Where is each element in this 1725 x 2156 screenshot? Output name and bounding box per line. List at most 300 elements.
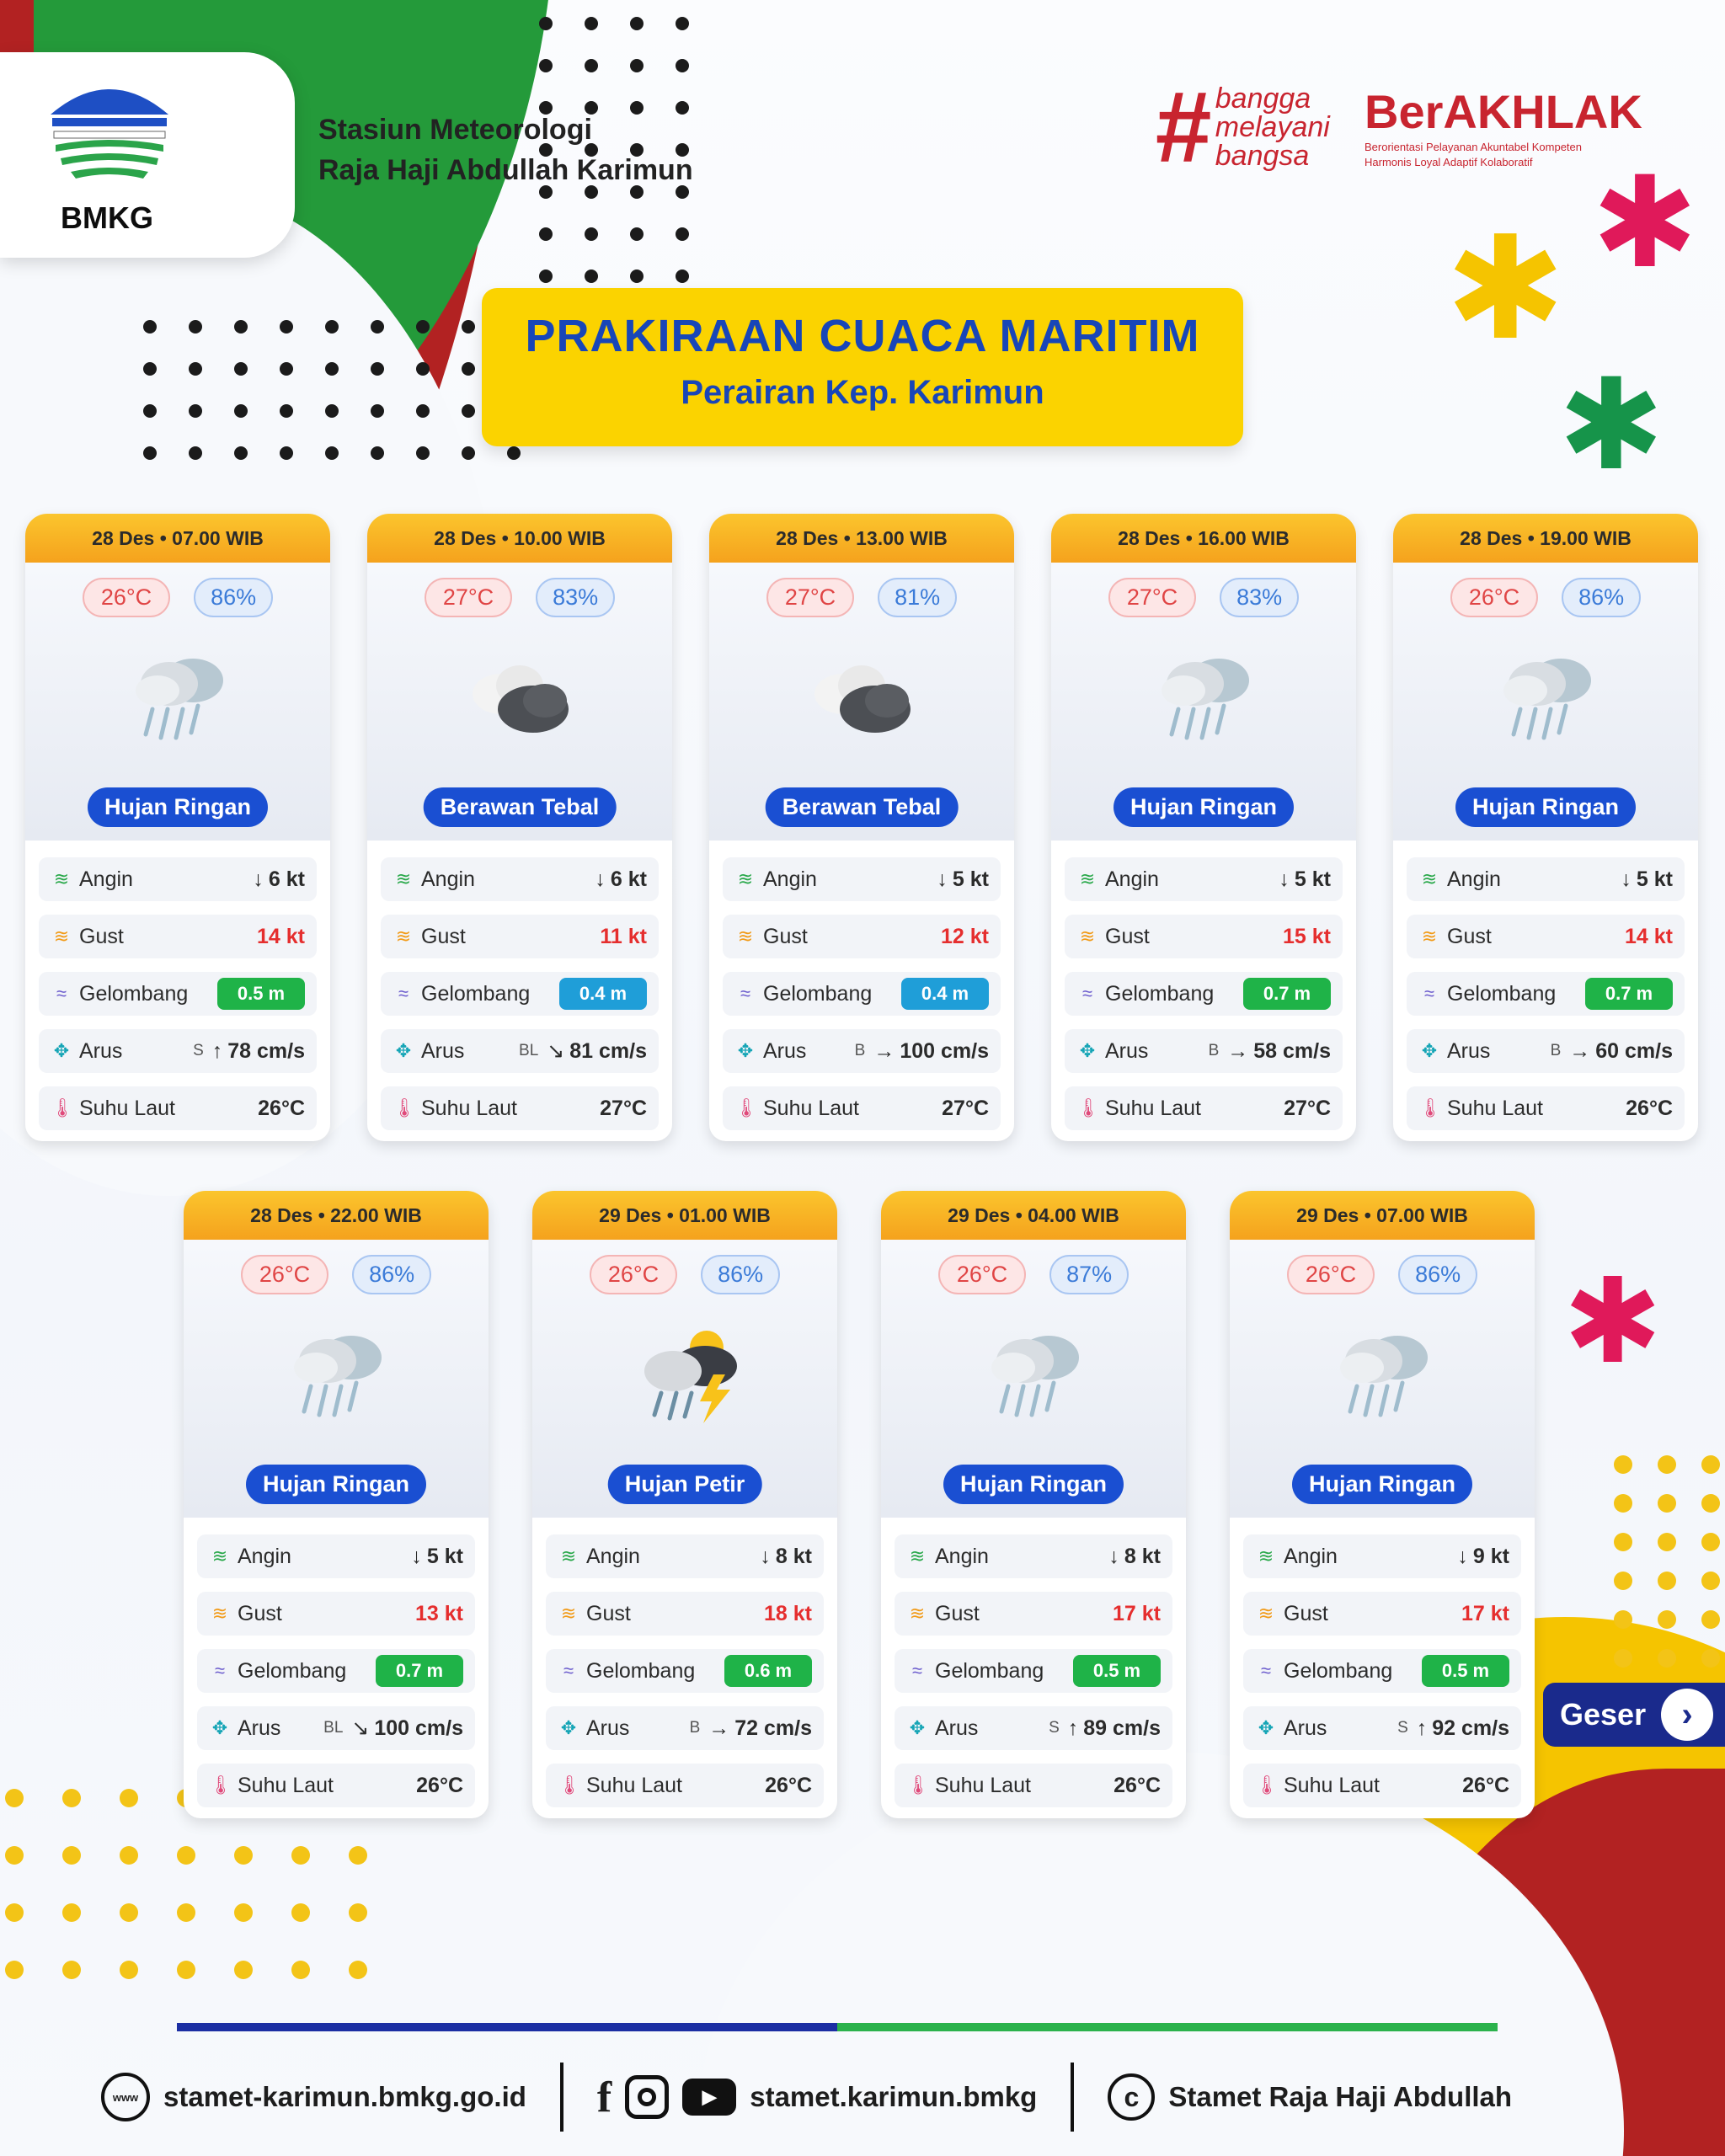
decor-asterisk-pink-2: ✱ <box>1563 1253 1663 1390</box>
decor-dot <box>539 270 553 283</box>
sea-temp-row <box>546 1764 824 1807</box>
wave-icon: ≈ <box>1260 1660 1272 1681</box>
wave-value: 0.5 m <box>1073 1655 1161 1687</box>
decor-dot <box>62 1789 81 1807</box>
decor-dot <box>676 270 689 283</box>
bmkg-logo-panel <box>0 52 295 258</box>
current-label: Arus <box>935 1716 979 1740</box>
current-icon: ✥ <box>1079 1040 1096 1061</box>
wind-row <box>546 1534 824 1578</box>
decor-dot <box>5 1903 24 1922</box>
current-row <box>895 1706 1172 1750</box>
footer-divider <box>177 2023 1498 2031</box>
sea-temp-label: Suhu Laut <box>1105 1096 1201 1120</box>
card-time: 29 Des • 07.00 WIB <box>1230 1191 1535 1240</box>
sea-temp-value: 26°C <box>1462 1773 1509 1797</box>
card-summary <box>1051 563 1356 841</box>
hashtag-icon: # <box>1154 71 1210 184</box>
card-summary <box>532 1240 837 1518</box>
footer <box>101 2055 1634 2139</box>
youtube-icon[interactable]: ▶ <box>682 2079 736 2116</box>
decor-asterisk-green: ✱ <box>1558 352 1664 499</box>
condition-badge: Hujan Ringan <box>246 1465 426 1504</box>
forecast-card <box>1230 1191 1535 1818</box>
decor-dot <box>676 59 689 72</box>
wind-label: Angin <box>935 1544 989 1568</box>
gust-icon: ≋ <box>53 926 70 947</box>
wave-value: 0.5 m <box>1422 1655 1509 1687</box>
thermometer-icon: 🌡 <box>209 1774 232 1796</box>
decor-dot <box>189 446 202 460</box>
sea-temp-label: Suhu Laut <box>79 1096 175 1120</box>
cloud-icon <box>803 647 921 748</box>
wind-icon: ≋ <box>211 1545 228 1566</box>
gust-row <box>895 1592 1172 1636</box>
current-label: Arus <box>1447 1038 1491 1063</box>
decor-dot <box>177 1846 195 1865</box>
decor-dot <box>1614 1494 1632 1513</box>
wind-row <box>381 857 659 901</box>
wind-row <box>1065 857 1343 901</box>
wind-icon: ≋ <box>1421 868 1438 889</box>
decor-dot <box>280 404 293 418</box>
wave-row <box>1243 1649 1521 1693</box>
wave-value: 0.4 m <box>901 978 989 1010</box>
decor-dot <box>1658 1455 1676 1474</box>
current-label: Arus <box>763 1038 807 1063</box>
decor-dot <box>177 1903 195 1922</box>
decor-dot <box>177 1961 195 1979</box>
forecast-card <box>1051 514 1356 1141</box>
decor-dot <box>234 1961 253 1979</box>
decor-dot <box>325 320 339 334</box>
wind-icon: ≋ <box>560 1545 577 1566</box>
sea-temp-label: Suhu Laut <box>1284 1773 1380 1797</box>
thermometer-icon: 🌡 <box>734 1097 758 1118</box>
condition-badge: Hujan Ringan <box>88 787 268 827</box>
current-direction: B <box>854 1042 866 1059</box>
sea-temp-value: 27°C <box>942 1096 989 1120</box>
sea-temp-row <box>895 1764 1172 1807</box>
gust-icon: ≋ <box>737 926 754 947</box>
wind-value: 6 kt <box>610 867 647 891</box>
decor-dot <box>1701 1533 1720 1551</box>
decor-dot <box>1614 1455 1632 1474</box>
current-arrow-icon: ↑ <box>1416 1716 1428 1740</box>
wave-value: 0.7 m <box>376 1655 463 1687</box>
forecast-card <box>367 514 672 1141</box>
decor-yellow-dots-right <box>1614 1455 1720 1668</box>
humidity-badge: 87% <box>1049 1255 1129 1294</box>
decor-dot <box>416 320 430 334</box>
decor-dot <box>143 446 157 460</box>
gust-label: Gust <box>1447 924 1492 948</box>
wave-row <box>1407 972 1685 1016</box>
decor-dot <box>630 227 644 241</box>
rain-icon <box>1323 1324 1441 1425</box>
rain-icon <box>277 1324 395 1425</box>
decor-dot <box>5 1846 24 1865</box>
decor-dot <box>630 17 644 30</box>
gust-label: Gust <box>79 924 124 948</box>
current-value: 72 cm/s <box>734 1716 812 1740</box>
sea-temp-value: 26°C <box>416 1773 463 1797</box>
wind-row <box>895 1534 1172 1578</box>
card-summary <box>881 1240 1186 1518</box>
gust-icon: ≋ <box>560 1603 577 1624</box>
decor-dot <box>234 446 248 460</box>
current-row <box>1243 1706 1521 1750</box>
thermometer-icon: 🌡 <box>51 1097 74 1118</box>
card-time: 28 Des • 22.00 WIB <box>184 1191 489 1240</box>
website-link[interactable]: stamet-karimun.bmkg.go.id <box>163 2081 526 2112</box>
wave-label: Gelombang <box>421 981 531 1006</box>
wind-icon: ≋ <box>1079 868 1096 889</box>
decor-dot <box>1658 1572 1676 1590</box>
decor-asterisk-yellow: ✱ <box>1445 205 1566 372</box>
wave-value: 0.6 m <box>724 1655 812 1687</box>
card-time: 28 Des • 13.00 WIB <box>709 514 1014 563</box>
wave-row <box>895 1649 1172 1693</box>
wind-row <box>197 1534 475 1578</box>
wind-icon: ≋ <box>1258 1545 1274 1566</box>
humidity-badge: 81% <box>878 578 957 617</box>
wave-label: Gelombang <box>935 1658 1044 1683</box>
rain-icon <box>975 1324 1092 1425</box>
decor-dot <box>1701 1610 1720 1629</box>
forecast-card <box>1393 514 1698 1141</box>
thermometer-icon: 🌡 <box>558 1774 581 1796</box>
sea-temp-label: Suhu Laut <box>238 1773 334 1797</box>
wave-icon: ≈ <box>911 1660 923 1681</box>
sea-temp-value: 26°C <box>1626 1096 1673 1120</box>
thermometer-icon: 🌡 <box>1418 1097 1442 1118</box>
current-row <box>723 1029 1001 1073</box>
station-line-1: Stasiun Meteorologi <box>318 114 592 146</box>
wave-label: Gelombang <box>1447 981 1557 1006</box>
decor-dot <box>630 59 644 72</box>
gust-label: Gust <box>1105 924 1150 948</box>
current-direction: B <box>1208 1042 1220 1059</box>
decor-black-dots-2 <box>143 320 521 460</box>
wave-label: Gelombang <box>238 1658 347 1683</box>
wave-label: Gelombang <box>586 1658 696 1683</box>
decor-dot <box>507 446 521 460</box>
gust-label: Gust <box>763 924 808 948</box>
instagram-icon[interactable] <box>625 2075 669 2119</box>
decor-dot <box>120 1961 138 1979</box>
decor-dot <box>325 404 339 418</box>
current-arrow-icon: → <box>873 1038 895 1063</box>
wind-value: 5 kt <box>952 867 989 891</box>
brand1-line-3: bangsa <box>1215 140 1310 172</box>
geser-button[interactable] <box>1543 1683 1725 1747</box>
decor-dot <box>325 362 339 376</box>
condition-badge: Hujan Ringan <box>943 1465 1124 1504</box>
current-label: Arus <box>586 1716 630 1740</box>
current-icon: ✥ <box>1258 1717 1274 1738</box>
decor-dot <box>462 320 475 334</box>
forecast-card <box>709 514 1014 1141</box>
wind-icon: ≋ <box>53 868 70 889</box>
decor-dot <box>676 17 689 30</box>
sea-temp-value: 27°C <box>600 1096 647 1120</box>
wind-label: Angin <box>586 1544 640 1568</box>
station-line-2: Raja Haji Abdullah Karimun <box>318 154 693 186</box>
card-time: 28 Des • 19.00 WIB <box>1393 514 1698 563</box>
current-value: 100 cm/s <box>900 1038 989 1063</box>
card-summary <box>709 563 1014 841</box>
decor-dot <box>1658 1610 1676 1629</box>
decor-dot <box>349 1961 367 1979</box>
footer-separator-2 <box>1071 2063 1074 2132</box>
current-row <box>1065 1029 1343 1073</box>
page-title: PRAKIRAAN CUACA MARITIM <box>525 311 1200 361</box>
decor-dot <box>371 404 384 418</box>
wind-value: 5 kt <box>1294 867 1331 891</box>
sea-temp-label: Suhu Laut <box>763 1096 859 1120</box>
wind-row <box>723 857 1001 901</box>
current-arrow-icon: → <box>1227 1038 1249 1063</box>
sea-temp-value: 26°C <box>765 1773 812 1797</box>
decor-dot <box>280 362 293 376</box>
wave-icon: ≈ <box>1423 983 1435 1004</box>
wind-value: 6 kt <box>268 867 305 891</box>
gust-label: Gust <box>1284 1601 1328 1625</box>
gust-icon: ≋ <box>1079 926 1096 947</box>
decor-dot <box>349 1846 367 1865</box>
current-direction: B <box>689 1719 701 1737</box>
copyright-icon: c <box>1108 2073 1155 2121</box>
humidity-badge: 86% <box>352 1255 431 1294</box>
gust-row <box>1065 915 1343 958</box>
forecast-card <box>184 1191 489 1818</box>
gust-value: 12 kt <box>941 924 989 948</box>
forecast-card <box>881 1191 1186 1818</box>
decor-dot <box>1701 1494 1720 1513</box>
decor-dot <box>5 1789 24 1807</box>
current-value: 92 cm/s <box>1432 1716 1509 1740</box>
current-direction: BL <box>323 1719 344 1737</box>
wave-icon: ≈ <box>740 983 751 1004</box>
current-icon: ✥ <box>395 1040 412 1061</box>
sea-temp-label: Suhu Laut <box>1447 1096 1543 1120</box>
arrow-down-icon: ↓ <box>760 1544 771 1568</box>
current-row <box>1407 1029 1685 1073</box>
arrow-down-icon: ↓ <box>595 867 606 891</box>
social-handle[interactable]: stamet.karimun.bmkg <box>750 2081 1038 2112</box>
card-summary <box>1230 1240 1535 1518</box>
sea-temp-value: 26°C <box>1114 1773 1161 1797</box>
current-direction: S <box>1397 1719 1408 1737</box>
decor-dot <box>585 270 598 283</box>
humidity-badge: 86% <box>1562 578 1641 617</box>
berakhlak-subtitle-1: Berorientasi Pelayanan Akuntabel Kompeten <box>1365 141 1583 153</box>
current-row <box>39 1029 317 1073</box>
current-icon: ✥ <box>737 1040 754 1061</box>
current-icon: ✥ <box>560 1717 577 1738</box>
decor-dot <box>585 17 598 30</box>
humidity-badge: 86% <box>194 578 273 617</box>
wave-label: Gelombang <box>763 981 873 1006</box>
wave-icon: ≈ <box>214 1660 226 1681</box>
current-value: 89 cm/s <box>1083 1716 1161 1740</box>
wave-icon: ≈ <box>56 983 67 1004</box>
sea-temp-row <box>197 1764 475 1807</box>
current-direction: B <box>1550 1042 1562 1059</box>
wave-icon: ≈ <box>398 983 409 1004</box>
current-row <box>381 1029 659 1073</box>
temperature-badge: 26°C <box>590 1255 677 1294</box>
decor-dot <box>416 446 430 460</box>
gust-value: 14 kt <box>257 924 305 948</box>
card-summary <box>1393 563 1698 841</box>
card-time: 28 Des • 10.00 WIB <box>367 514 672 563</box>
berakhlak-logo <box>1365 84 1642 169</box>
decor-dot <box>62 1961 81 1979</box>
sea-temp-value: 27°C <box>1284 1096 1331 1120</box>
humidity-badge: 86% <box>701 1255 780 1294</box>
decor-dot <box>539 227 553 241</box>
decor-dot <box>1701 1649 1720 1668</box>
arrow-down-icon: ↓ <box>1108 1544 1119 1568</box>
temperature-badge: 26°C <box>1450 578 1538 617</box>
decor-dot <box>189 404 202 418</box>
footer-separator <box>560 2063 563 2132</box>
decor-dot <box>462 404 475 418</box>
decor-dot <box>1658 1494 1676 1513</box>
chevron-right-icon[interactable]: › <box>1661 1689 1713 1741</box>
wind-label: Angin <box>763 867 817 891</box>
gust-row <box>39 915 317 958</box>
decor-dot <box>1658 1649 1676 1668</box>
decor-dot <box>1614 1649 1632 1668</box>
decor-dot <box>62 1846 81 1865</box>
thunder-icon <box>626 1324 744 1425</box>
gust-label: Gust <box>935 1601 980 1625</box>
current-icon: ✥ <box>1421 1040 1438 1061</box>
sea-temp-row <box>1065 1086 1343 1130</box>
gust-icon: ≋ <box>1258 1603 1274 1624</box>
decor-dot <box>234 1903 253 1922</box>
arrow-down-icon: ↓ <box>937 867 948 891</box>
brand1-line-2: melayani <box>1215 111 1330 143</box>
current-icon: ✥ <box>909 1717 926 1738</box>
decor-dot <box>585 227 598 241</box>
wind-value: 8 kt <box>775 1544 812 1568</box>
decor-dot <box>1658 1533 1676 1551</box>
sea-temp-row <box>381 1086 659 1130</box>
globe-icon: www <box>101 2073 150 2121</box>
rain-icon <box>1145 647 1263 748</box>
gust-row <box>1243 1592 1521 1636</box>
condition-badge: Hujan Petir <box>608 1465 762 1504</box>
sea-temp-value: 26°C <box>258 1096 305 1120</box>
condition-badge: Hujan Ringan <box>1114 787 1294 827</box>
arrow-down-icon: ↓ <box>1621 867 1632 891</box>
card-summary <box>184 1240 489 1518</box>
wind-value: 5 kt <box>1636 867 1673 891</box>
wind-value: 8 kt <box>1124 1544 1161 1568</box>
decor-dot <box>630 270 644 283</box>
page-subtitle: Perairan Kep. Karimun <box>681 374 1044 411</box>
gust-row <box>1407 915 1685 958</box>
gust-value: 14 kt <box>1625 924 1673 948</box>
current-icon: ✥ <box>53 1040 70 1061</box>
wind-row <box>1243 1534 1521 1578</box>
temperature-badge: 26°C <box>1287 1255 1375 1294</box>
decor-dot <box>234 1846 253 1865</box>
current-label: Arus <box>238 1716 281 1740</box>
decor-dot <box>291 1961 310 1979</box>
card-time: 29 Des • 04.00 WIB <box>881 1191 1186 1240</box>
current-icon: ✥ <box>211 1717 228 1738</box>
gust-value: 17 kt <box>1461 1601 1509 1625</box>
wave-value: 0.4 m <box>559 978 647 1010</box>
wave-row <box>197 1649 475 1693</box>
wave-value: 0.7 m <box>1243 978 1331 1010</box>
facebook-icon[interactable]: f <box>596 2073 612 2121</box>
forecast-card <box>532 1191 837 1818</box>
geser-label: Geser <box>1560 1697 1647 1732</box>
decor-dot <box>1614 1610 1632 1629</box>
thermometer-icon: 🌡 <box>393 1097 416 1118</box>
temperature-badge: 26°C <box>83 578 170 617</box>
decor-dot <box>539 17 553 30</box>
thermometer-icon: 🌡 <box>906 1774 930 1796</box>
temperature-badge: 27°C <box>425 578 512 617</box>
gust-row <box>381 915 659 958</box>
current-arrow-icon: → <box>1569 1038 1591 1063</box>
current-arrow-icon: ↘ <box>547 1039 565 1063</box>
current-label: Arus <box>1284 1716 1327 1740</box>
decor-dot <box>189 320 202 334</box>
gust-icon: ≋ <box>211 1603 228 1624</box>
arrow-down-icon: ↓ <box>411 1544 422 1568</box>
condition-badge: Hujan Ringan <box>1292 1465 1472 1504</box>
wind-row <box>39 857 317 901</box>
wind-icon: ≋ <box>909 1545 926 1566</box>
arrow-down-icon: ↓ <box>253 867 264 891</box>
rain-icon <box>119 647 237 748</box>
title-banner <box>482 288 1243 446</box>
thermometer-icon: 🌡 <box>1255 1774 1279 1796</box>
humidity-badge: 86% <box>1398 1255 1477 1294</box>
decor-dot <box>234 320 248 334</box>
arrow-down-icon: ↓ <box>1457 1544 1468 1568</box>
decor-dot <box>234 362 248 376</box>
decor-dot <box>143 320 157 334</box>
current-arrow-icon: ↘ <box>351 1716 370 1740</box>
decor-dot <box>416 404 430 418</box>
decor-dot <box>189 362 202 376</box>
wind-label: Angin <box>1105 867 1159 891</box>
current-arrow-icon: → <box>708 1716 730 1740</box>
card-time: 28 Des • 07.00 WIB <box>25 514 330 563</box>
gust-row <box>546 1592 824 1636</box>
gust-value: 15 kt <box>1283 924 1331 948</box>
sea-temp-row <box>1407 1086 1685 1130</box>
wave-row <box>723 972 1001 1016</box>
current-direction: S <box>1049 1719 1060 1737</box>
current-value: 78 cm/s <box>227 1038 305 1063</box>
decor-dot <box>371 320 384 334</box>
decor-dot <box>120 1903 138 1922</box>
gust-value: 17 kt <box>1113 1601 1161 1625</box>
decor-dot <box>291 1903 310 1922</box>
card-summary <box>367 563 672 841</box>
wave-row <box>39 972 317 1016</box>
